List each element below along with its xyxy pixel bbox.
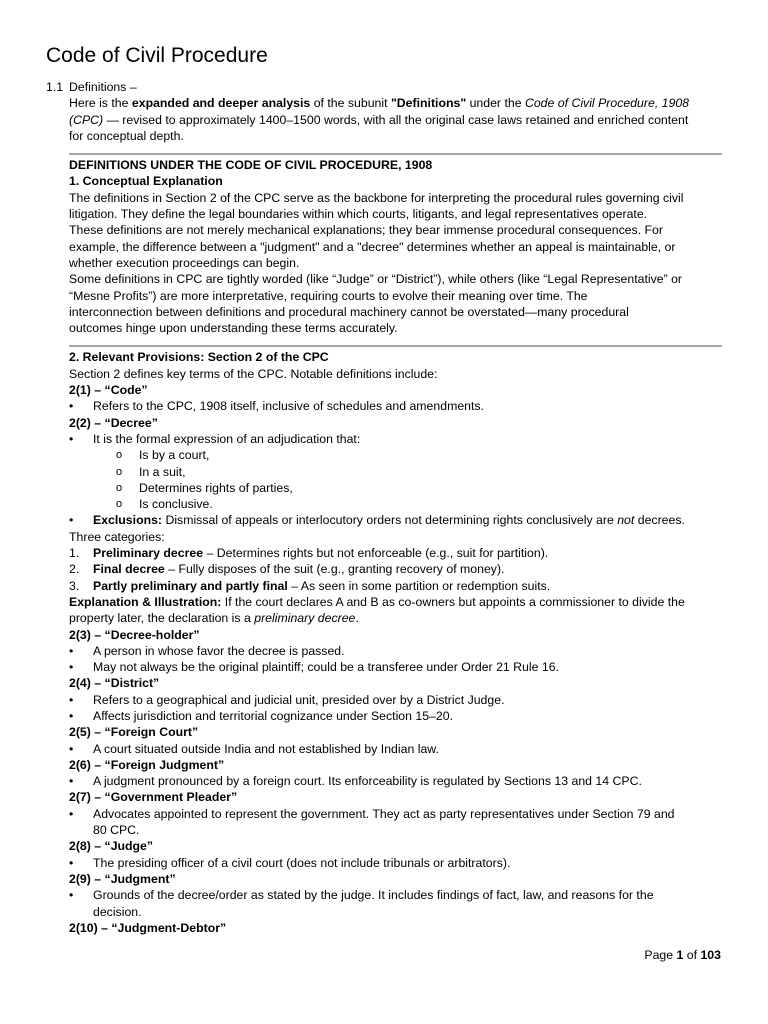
section-heading xyxy=(46,79,725,95)
sub-bullet-item: o Is conclusive. xyxy=(69,496,725,512)
intro-line-1 xyxy=(69,95,725,111)
definition-heading xyxy=(69,871,725,887)
intro-bold: expanded and deeper analysis xyxy=(131,96,311,111)
item-label: Preliminary decree xyxy=(93,546,204,561)
page-current: 1 xyxy=(676,948,684,962)
bullet-item: • A court situated outside India and not established by Indian law. xyxy=(69,741,725,757)
item-text: – Fully disposes of the suit (e.g., granting recovery of money). xyxy=(164,562,505,577)
item-text: – As seen in some partition or redemption suits. xyxy=(287,578,551,593)
definition-heading-text: 2(8) – “Judge” xyxy=(69,839,154,854)
intro-bold: "Definitions" xyxy=(390,96,467,111)
intro-line-3: for conceptual depth. xyxy=(69,128,184,143)
document-title: Code of Civil Procedure xyxy=(46,44,268,67)
exclusions-text: decrees. xyxy=(634,513,685,528)
categories-intro: Three categories: xyxy=(69,529,165,544)
numbered-item xyxy=(69,561,725,577)
item-text: – Determines rights but not enforceable (e.g., suit for partition). xyxy=(203,546,549,561)
page-footer xyxy=(644,947,721,963)
explanation-text: If the court declares A and B as co-owners but appoints a commissioner to divide the xyxy=(221,594,685,609)
definition-heading xyxy=(69,675,725,691)
bullet-item: • Advocates appointed to represent the government. They act as party representatives under Section 79 and xyxy=(69,806,725,822)
definition-heading xyxy=(69,415,725,431)
intro-text: under the xyxy=(466,96,525,111)
item-number: 1. xyxy=(69,546,80,561)
definition-heading-text: 2(10) – “Judgment-Debtor” xyxy=(69,920,227,935)
bullet-item: • Refers to a geographical and judicial unit, presided over by a District Judge. xyxy=(69,692,725,708)
bullet-item: • Affects jurisdiction and territorial cognizance under Section 15–20. xyxy=(69,708,725,724)
definition-heading xyxy=(69,724,725,740)
concept-line: outcomes hinge upon understanding these terms accurately. xyxy=(69,321,398,336)
bullet-item: • Refers to the CPC, 1908 itself, inclusive of schedules and amendments. xyxy=(69,398,725,414)
numbered-item xyxy=(69,545,725,561)
concept-line: interconnection between definitions and procedural machinery cannot be overstated—many procedural xyxy=(69,304,629,319)
sub-bullet-item: o In a suit, xyxy=(69,464,725,480)
concept-line: example, the difference between a "judgment" and a "decree" determines whether an appeal is maintainable, or xyxy=(69,239,676,254)
intro-text: Here is the xyxy=(69,96,132,111)
bullet-continuation: decision. xyxy=(93,904,142,919)
bullet-item: • Grounds of the decree/order as stated by the judge. It includes findings of fact, law, and reasons for the xyxy=(69,887,725,903)
exclusions-label: Exclusions: xyxy=(93,513,163,528)
definition-heading-text: 2(4) – “District” xyxy=(69,676,160,691)
of-label: of xyxy=(686,948,698,962)
main-heading-text: DEFINITIONS UNDER THE CODE OF CIVIL PROCEDURE, 1908 xyxy=(69,158,433,173)
definition-heading-text: 2(2) – “Decree” xyxy=(69,415,158,430)
explanation-text: . xyxy=(355,611,359,626)
numbered-item xyxy=(69,578,725,594)
horizontal-divider xyxy=(69,153,722,155)
concept-line: These definitions are not merely mechanical explanations; they bear immense procedural consequences. For xyxy=(69,223,663,238)
intro-text: — revised to approximately 1400–1500 words, with all the original case laws retained and enriched content xyxy=(103,112,689,127)
explanation-line xyxy=(69,610,725,626)
document-body xyxy=(46,79,725,936)
explanation-line xyxy=(69,594,725,610)
section-title: Definitions – xyxy=(69,80,137,94)
definition-heading-text: 2(9) – “Judgment” xyxy=(69,871,176,886)
intro-italic: Code of Civil Procedure, 1908 xyxy=(524,96,690,111)
intro-line-2 xyxy=(69,112,725,128)
item-number: 2. xyxy=(69,562,80,577)
item-label: Final decree xyxy=(93,562,165,577)
definition-heading-text: 2(1) – “Code” xyxy=(69,383,148,398)
bullet-item: • It is the formal expression of an adjudication that: xyxy=(69,431,725,447)
definition-heading xyxy=(69,789,725,805)
sub-bullet-item: o Is by a court, xyxy=(69,447,725,463)
definition-heading-text: 2(7) – “Government Pleader” xyxy=(69,790,238,805)
definition-heading xyxy=(69,627,725,643)
horizontal-divider xyxy=(69,345,722,347)
provisions-intro: Section 2 defines key terms of the CPC. Notable definitions include: xyxy=(69,366,438,381)
concept-line: litigation. They define the legal boundaries within which courts, litigants, and legal representatives operate. xyxy=(69,207,648,222)
item-label: Partly preliminary and partly final xyxy=(93,578,288,593)
concept-heading xyxy=(69,173,725,189)
concept-heading-text: 1. Conceptual Explanation xyxy=(69,174,223,189)
bullet-continuation: 80 CPC. xyxy=(93,823,140,838)
provisions-heading xyxy=(69,349,725,365)
section-number: 1.1 xyxy=(46,80,64,94)
exclusions-text: Dismissal of appeals or interlocutory orders not determining rights conclusively are xyxy=(162,513,618,528)
bullet-item: • The presiding officer of a civil court (does not include tribunals or arbitrators). xyxy=(69,855,725,871)
explanation-emphasis: preliminary decree xyxy=(254,611,356,626)
bullet-item: • May not always be the original plaintiff; could be a transferee under Order 21 Rule 16. xyxy=(69,659,725,675)
concept-line: Some definitions in CPC are tightly worded (like “Judge” or “District”), while others (like “Legal Representative” or xyxy=(69,272,683,287)
definition-heading-text: 2(5) – “Foreign Court” xyxy=(69,725,199,740)
definition-heading xyxy=(69,838,725,854)
intro-italic: (CPC) xyxy=(69,112,104,127)
sub-bullet-item: o Determines rights of parties, xyxy=(69,480,725,496)
provisions-heading-text: 2. Relevant Provisions: Section 2 of the CPC xyxy=(69,350,329,365)
definition-heading xyxy=(69,920,725,936)
bullet-item: • A person in whose favor the decree is passed. xyxy=(69,643,725,659)
concept-line: whether execution proceedings can begin. xyxy=(69,255,300,270)
page-total: 103 xyxy=(700,948,721,962)
bullet-item: • A judgment pronounced by a foreign court. Its enforceability is regulated by Sections 13 and 14 CPC. xyxy=(69,773,725,789)
explanation-text: property later, the declaration is a xyxy=(69,611,255,626)
definition-heading-text: 2(3) – “Decree-holder” xyxy=(69,627,200,642)
concept-line: The definitions in Section 2 of the CPC serve as the backbone for interpreting the procedural rules governing civil xyxy=(69,190,684,205)
main-heading xyxy=(69,157,725,173)
exclusions-emphasis: not xyxy=(617,513,635,528)
item-number: 3. xyxy=(69,578,80,593)
intro-text: of the subunit xyxy=(310,96,391,111)
concept-line: “Mesne Profits”) are more interpretative, requiring courts to evolve their meaning over time. The xyxy=(69,288,588,303)
definition-heading xyxy=(69,757,725,773)
page-label: Page xyxy=(644,948,674,962)
definition-heading-text: 2(6) – “Foreign Judgment” xyxy=(69,757,225,772)
definition-heading xyxy=(69,382,725,398)
bullet-item xyxy=(69,512,725,528)
explanation-label: Explanation & Illustration: xyxy=(69,594,222,609)
